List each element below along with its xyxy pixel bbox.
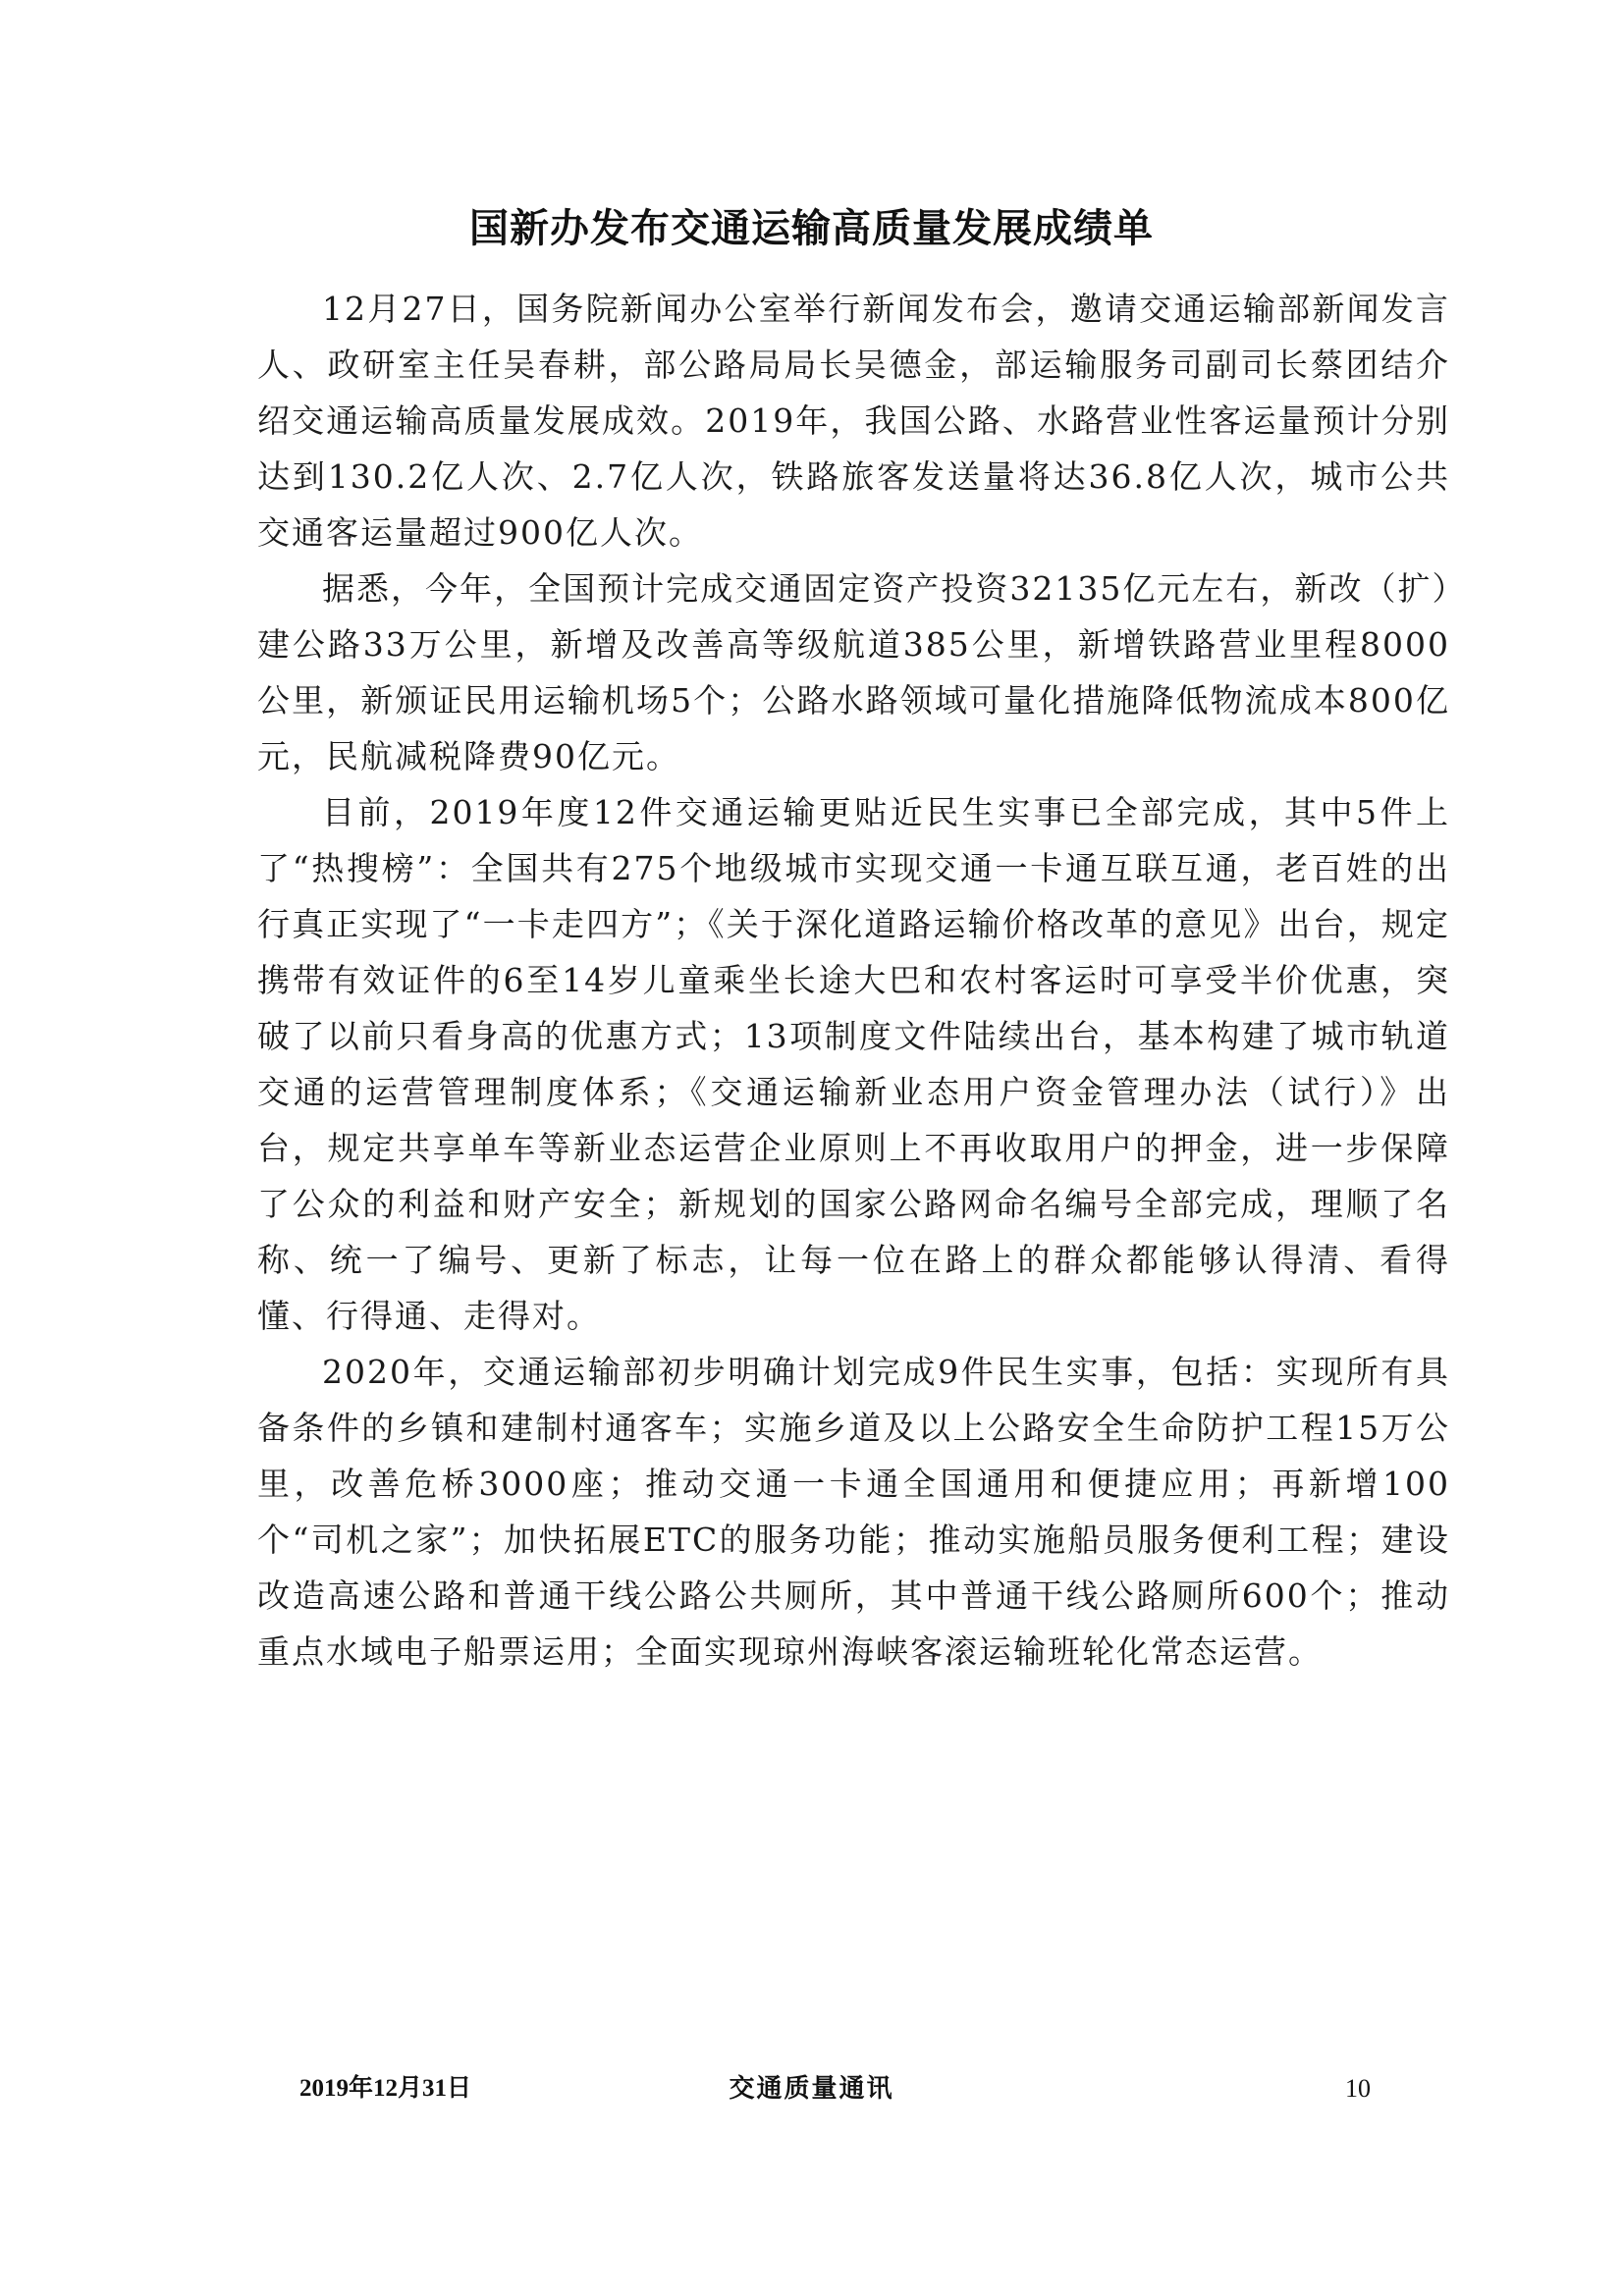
footer-date: 2019年12月31日 [299,2075,472,2102]
footer-journal-name: 交通质量通讯 [729,2074,894,2104]
page-number: 10 [1345,2074,1371,2103]
paragraph-press-conference: 12月27日，国务院新闻办公室举行新闻发布会，邀请交通运输部新闻发言人、政研室主任吴春耕，部公路局局长吴德金，部运输服务司副司长蔡团结介绍交通运输高质量发展成效。2019年，我国公路、水路营业性客运量预计分别达到130.2亿人次、2.7亿人次，铁路旅客发送量将达36.8亿人次，城市公共交通客运量超过900亿人次。 [257,290,1450,552]
paragraph-plan-2020: 2020年，交通运输部初步明确计划完成9件民生实事，包括：实现所有具备条件的乡镇和建制村通客车；实施乡道及以上公路安全生命防护工程15万公里，改善危桥3000座；推动交通一卡通全国通用和便捷应用；再新增100个“司机之家”；加快拓展ETC的服务功能；推动实施船员服务便利工程；建设改造高速公路和普通干线公路公共厕所，其中普通干线公路厕所600个；推动重点水域电子船票运用；全面实现琼州海峡客滚运输班轮化常态运营。 [257,1353,1450,1671]
paragraph-investment: 据悉，今年，全国预计完成交通固定资产投资32135亿元左右，新改（扩）建公路33万公里，新增及改善高等级航道385公里，新增铁路营业里程8000公里，新颁证民用运输机场5个；公路水路领域可量化措施降低物流成本800亿元，民航减税降费90亿元。 [257,569,1450,775]
article-body [257,281,1450,1680]
article-title: 国新办发布交通运输高质量发展成绩单 [469,205,1154,251]
paragraph-livelihood-2019: 目前，2019年度12件交通运输更贴近民生实事已全部完成，其中5件上了“热搜榜”：全国共有275个地级城市实现交通一卡通互联互通，老百姓的出行真正实现了“一卡走四方”；《关于深化道路运输价格改革的意见》出台，规定携带有效证件的6至14岁儿童乘坐长途大巴和农村客运时可享受半价优惠，突破了以前只看身高的优惠方式；13项制度文件陆续出台，基本构建了城市轨道交通的运营管理制度体系；《交通运输新业态用户资金管理办法（试行）》出台，规定共享单车等新业态运营企业原则上不再收取用户的押金，进一步保障了公众的利益和财产安全；新规划的国家公路网命名编号全部完成，理顺了名称、统一了编号、更新了标志，让每一位在路上的群众都能够认得清、看得懂、行得通、走得对。 [257,793,1450,1335]
